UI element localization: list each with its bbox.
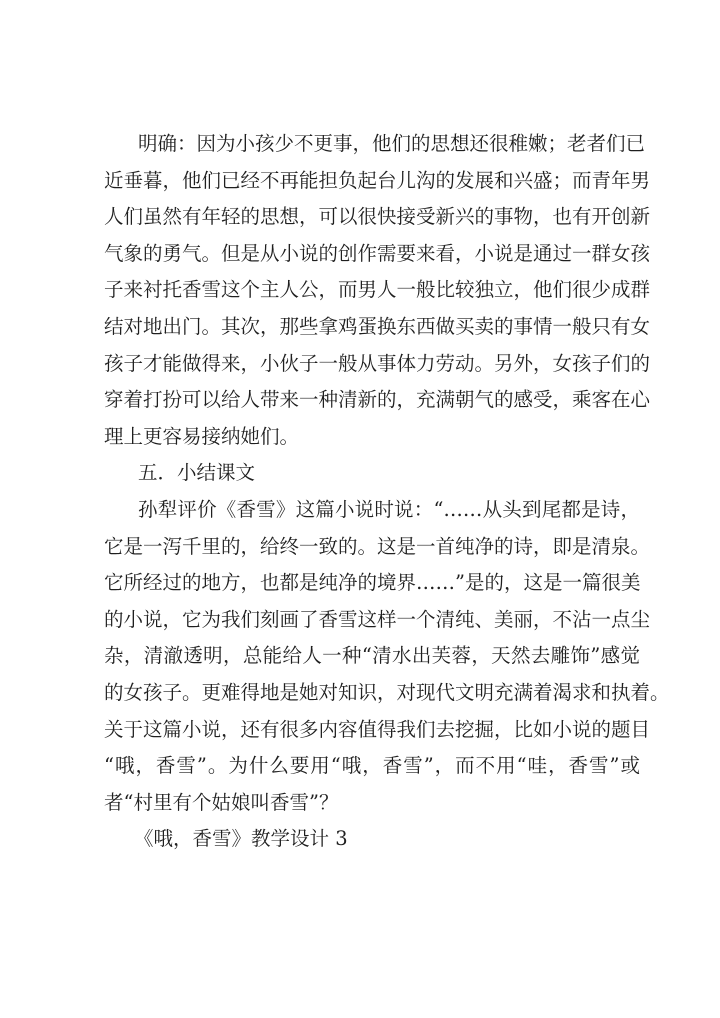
document-body	[104, 126, 670, 858]
paragraph-line: 它是一泻千里的，给终一致的。这是一首纯净的诗，即是清泉。	[104, 534, 651, 558]
document-title-line: 《哦，香雪》教学设计 3	[134, 827, 348, 851]
paragraph-line: “哦，香雪”。为什么要用“哦，香雪”，而不用“哇，香雪”或	[104, 754, 640, 778]
paragraph-line: 结对地出门。其次，那些拿鸡蛋换东西做买卖的事情一般只有女	[104, 314, 651, 338]
paragraph-line: 孙犁评价《香雪》这篇小说时说：“……从头到尾都是诗，	[138, 497, 640, 521]
paragraph-line: 近垂暮，他们已经不再能担负起台儿沟的发展和兴盛；而青年男	[104, 168, 651, 192]
paragraph-line: 它所经过的地方，也都是纯净的境界……”是的，这是一篇很美	[104, 571, 641, 595]
paragraph-line: 穿着打扮可以给人带来一种清新的，充满朝气的感受，乘客在心	[104, 388, 651, 412]
paragraph-line: 人们虽然有年轻的思想，可以很快接受新兴的事物，也有开创新	[104, 205, 651, 229]
paragraph-line: 关于这篇小说，还有很多内容值得我们去挖掘，比如小说的题目	[104, 717, 651, 741]
section-heading: 五．小结课文	[138, 461, 256, 485]
paragraph-line: 者“村里有个姑娘叫香雪”？	[104, 790, 339, 814]
paragraph-line: 明确：因为小孩少不更事，他们的思想还很稚嫩；老者们已	[138, 132, 646, 155]
paragraph-line: 的女孩子。更难得地是她对知识，对现代文明充满着渴求和执着。	[104, 680, 670, 704]
paragraph-line: 的小说，它为我们刻画了香雪这样一个清纯、美丽，不沾一点尘	[104, 607, 651, 631]
paragraph-line: 子来衬托香雪这个主人公，而男人一般比较独立，他们很少成群	[104, 278, 651, 302]
paragraph-line: 气象的勇气。但是从小说的创作需要来看，小说是通过一群女孩	[104, 241, 651, 265]
paragraph-line: 孩子才能做得来，小伙子一般从事体力劳动。另外，女孩子们的	[104, 351, 651, 375]
paragraph-line: 杂，清澈透明，总能给人一种“清水出芙蓉，天然去雕饰”感觉	[104, 644, 640, 668]
paragraph-line: 理上更容易接纳她们。	[104, 424, 300, 448]
